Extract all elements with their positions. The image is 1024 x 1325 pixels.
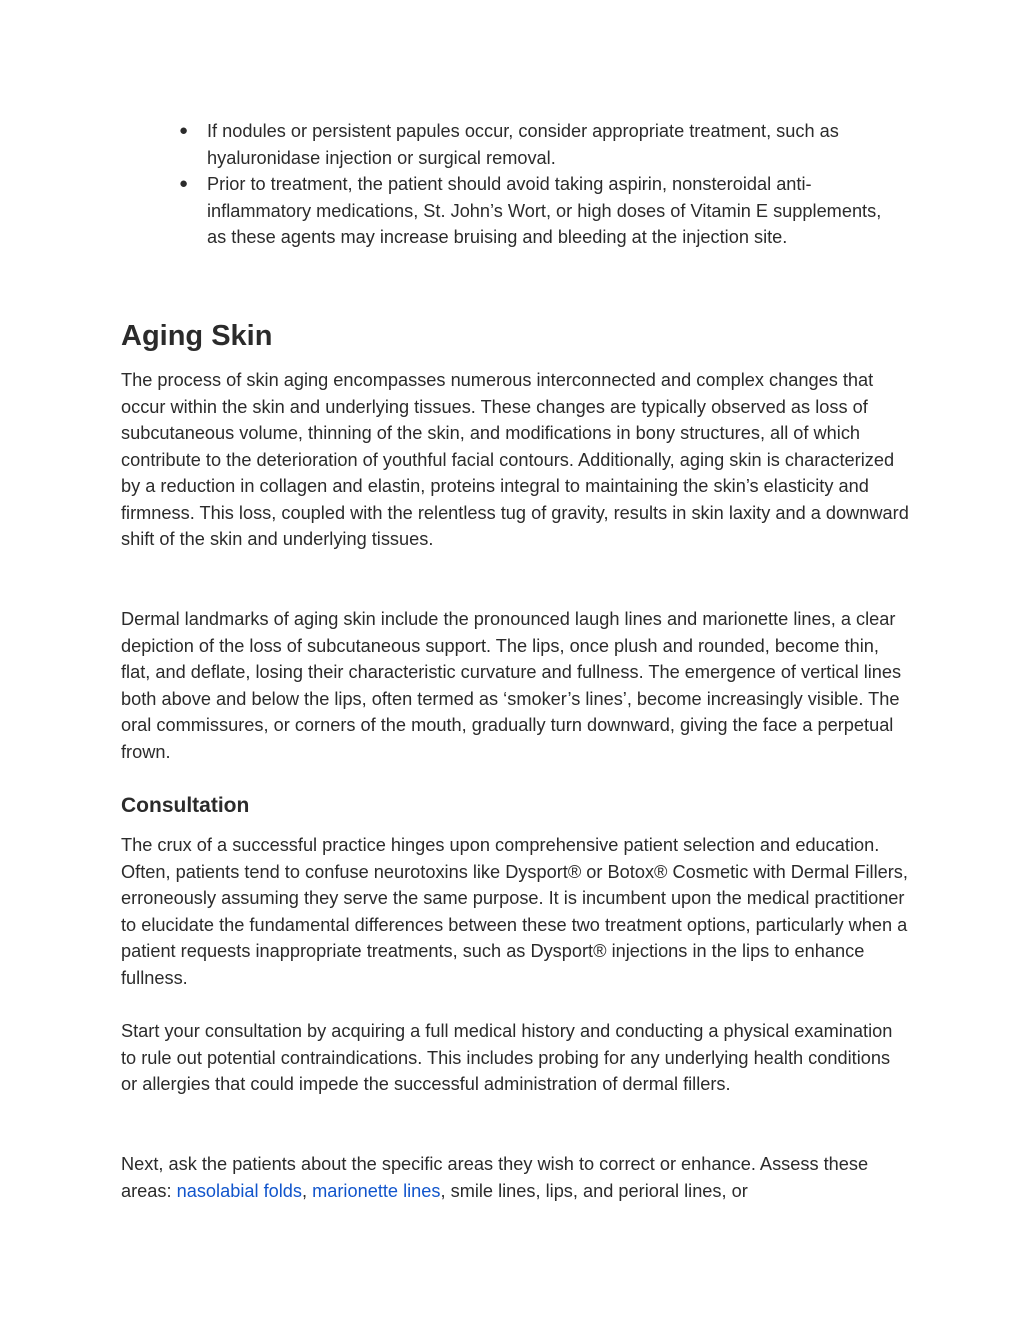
paragraph: Start your consultation by acquiring a full medical history and conducting a physical examination to rule out potential contraindications. This includes probing for any underlying health conditions or allergies that could impede the successful administration of dermal fillers. bbox=[121, 1021, 893, 1094]
paragraph-text: Next, ask the patients about the specific areas they wish to correct or enhance. Assess these areas: bbox=[121, 1154, 869, 1201]
paragraph: The process of skin aging encompasses numerous interconnected and complex changes that occur within the skin and underlying tissues. These changes are typically observed as loss of subcutaneous volume, thinning of the skin, and modifications in bony structures, all of which contribute to the deterioration of youthful facial contours. Additionally, aging skin is characterized by a reduction in collagen and elastin, proteins integral to maintaining the skin’s elasticity and firmness. This loss, coupled with the relentless tug of gravity, results in skin laxity and a downward shift of the skin and underlying tissues. bbox=[121, 370, 909, 549]
bullet-icon: ● bbox=[179, 175, 189, 192]
bullet-icon: ● bbox=[179, 122, 189, 139]
bullet-text: Prior to treatment, the patient should avoid taking aspirin, nonsteroidal anti-inflammatory medications, St. John’s Wort, or high doses of Vitamin E supplements, as these agents may increase bruising and bleeding at the injection site. bbox=[207, 174, 882, 247]
paragraph: Dermal landmarks of aging skin include the pronounced laugh lines and marionette lines, a clear depiction of the loss of subcutaneous support. The lips, once plush and rounded, become thin, flat, and deflate, losing their characteristic curvature and fullness. The emergence of vertical lines both above and below the lips, often termed as ‘smoker’s lines’, become increasingly visible. The oral commissures, or corners of the mouth, gradually turn downward, giving the face a perpetual frown. bbox=[121, 609, 902, 762]
paragraph-text: , smile lines, lips, and perioral lines, or bbox=[440, 1180, 748, 1201]
link-marionette-lines[interactable]: marionette lines bbox=[312, 1180, 441, 1201]
paragraph: The crux of a successful practice hinges upon comprehensive patient selection and education. Often, patients tend to confuse neurotoxins like Dysport® or Botox® Cosmetic with Dermal Fillers, erroneously assuming they serve the same purpose. It is incumbent upon the medical practitioner to elucidate the fundamental differences between these two treatment options, particularly when a patient requests inappropriate treatments, such as Dysport® injections in the lips to enhance fullness. bbox=[121, 835, 908, 988]
section-heading-consultation: Consultation bbox=[121, 794, 250, 817]
bullet-text: If nodules or persistent papules occur, consider appropriate treatment, such as hyaluronidase injection or surgical removal. bbox=[207, 121, 839, 168]
paragraph-with-links bbox=[121, 1151, 911, 1204]
separator-text: , bbox=[302, 1180, 313, 1201]
section-heading-aging-skin: Aging Skin bbox=[121, 320, 273, 352]
link-nasolabial-folds[interactable]: nasolabial folds bbox=[176, 1180, 302, 1201]
